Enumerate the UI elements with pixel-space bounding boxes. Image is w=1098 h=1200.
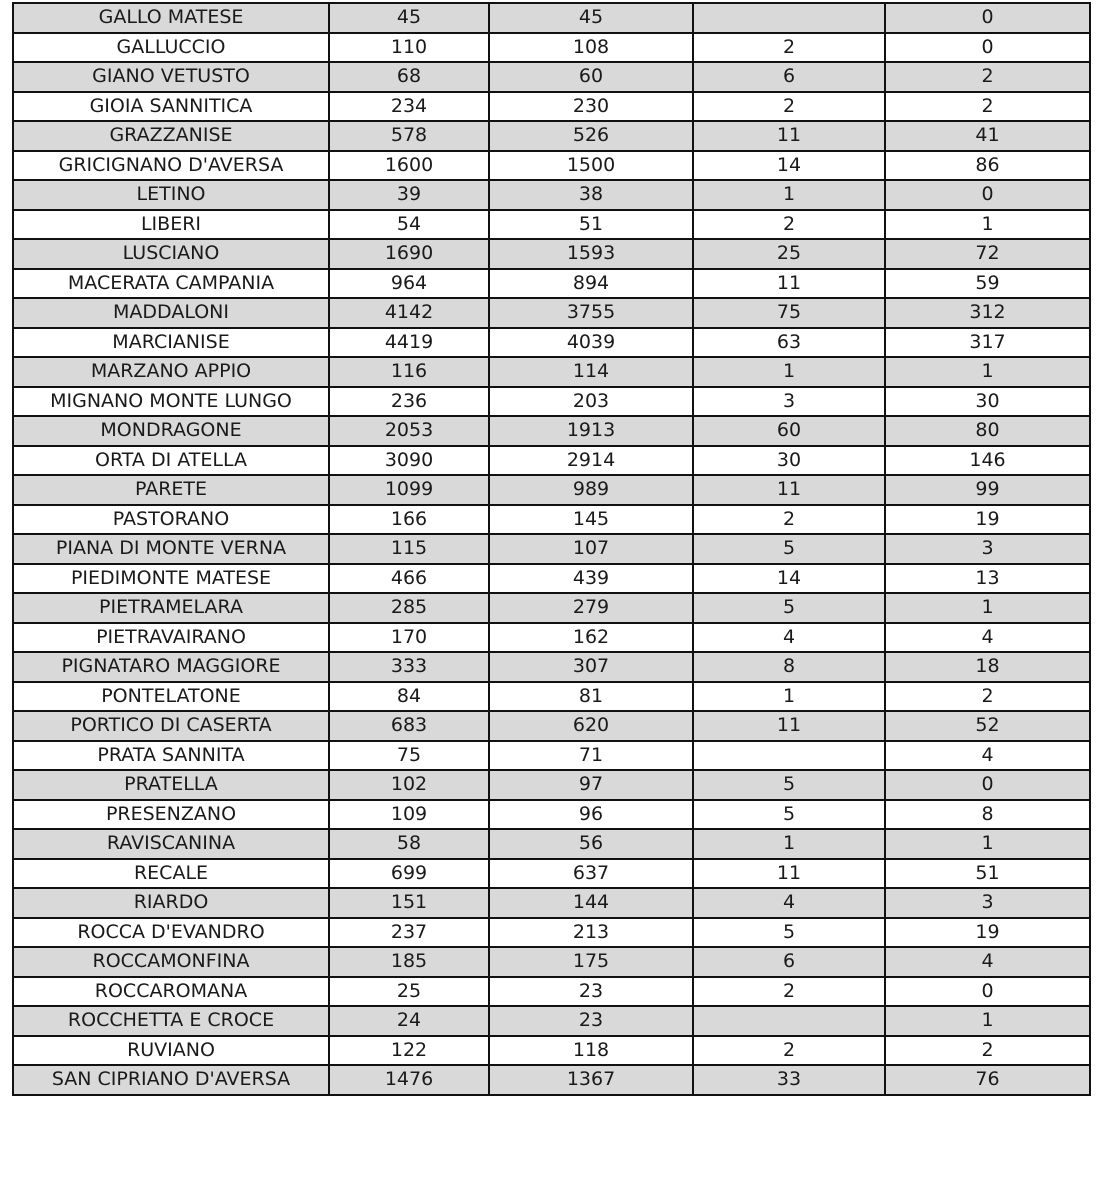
value-col-1-cell: 115 — [329, 534, 489, 564]
table-row — [13, 1036, 1090, 1066]
value-col-4-cell: 2 — [885, 682, 1090, 712]
municipality-name-cell: PORTICO DI CASERTA — [13, 711, 329, 741]
value-col-4-cell: 52 — [885, 711, 1090, 741]
value-col-2-cell: 38 — [489, 180, 693, 210]
value-col-4-cell: 0 — [885, 33, 1090, 63]
value-col-4-cell: 51 — [885, 859, 1090, 889]
value-col-3-cell: 2 — [693, 977, 885, 1007]
value-col-4-cell: 59 — [885, 269, 1090, 299]
value-col-1-cell: 109 — [329, 800, 489, 830]
value-col-1-cell: 466 — [329, 564, 489, 594]
value-col-1-cell: 237 — [329, 918, 489, 948]
value-col-2-cell: 439 — [489, 564, 693, 594]
value-col-2-cell: 23 — [489, 1006, 693, 1036]
value-col-2-cell: 4039 — [489, 328, 693, 358]
municipality-name-cell: RUVIANO — [13, 1036, 329, 1066]
municipality-name-cell: PIETRAMELARA — [13, 593, 329, 623]
table-row — [13, 446, 1090, 476]
table-row — [13, 918, 1090, 948]
value-col-4-cell: 146 — [885, 446, 1090, 476]
municipality-name-cell: LUSCIANO — [13, 239, 329, 269]
municipality-data-table — [12, 2, 1091, 1096]
value-col-3-cell: 2 — [693, 92, 885, 122]
municipality-name-cell: ROCCAMONFINA — [13, 947, 329, 977]
value-col-2-cell: 108 — [489, 33, 693, 63]
value-col-4-cell: 19 — [885, 918, 1090, 948]
table-row — [13, 62, 1090, 92]
table-row — [13, 328, 1090, 358]
value-col-1-cell: 54 — [329, 210, 489, 240]
municipality-name-cell: MACERATA CAMPANIA — [13, 269, 329, 299]
value-col-3-cell — [693, 3, 885, 33]
value-col-3-cell: 11 — [693, 121, 885, 151]
table-row — [13, 210, 1090, 240]
value-col-1-cell: 964 — [329, 269, 489, 299]
value-col-4-cell: 1 — [885, 1006, 1090, 1036]
municipality-name-cell: GIANO VETUSTO — [13, 62, 329, 92]
value-col-4-cell: 72 — [885, 239, 1090, 269]
value-col-1-cell: 84 — [329, 682, 489, 712]
value-col-4-cell: 3 — [885, 534, 1090, 564]
value-col-3-cell: 5 — [693, 770, 885, 800]
value-col-4-cell: 1 — [885, 829, 1090, 859]
value-col-1-cell: 1690 — [329, 239, 489, 269]
value-col-2-cell: 3755 — [489, 298, 693, 328]
table-row — [13, 623, 1090, 653]
table-row — [13, 1065, 1090, 1095]
value-col-3-cell: 5 — [693, 800, 885, 830]
value-col-4-cell: 312 — [885, 298, 1090, 328]
value-col-3-cell: 8 — [693, 652, 885, 682]
value-col-2-cell: 107 — [489, 534, 693, 564]
value-col-4-cell: 80 — [885, 416, 1090, 446]
value-col-3-cell: 14 — [693, 151, 885, 181]
value-col-4-cell: 2 — [885, 92, 1090, 122]
value-col-4-cell: 76 — [885, 1065, 1090, 1095]
value-col-2-cell: 145 — [489, 505, 693, 535]
municipality-name-cell: SAN CIPRIANO D'AVERSA — [13, 1065, 329, 1095]
table-row — [13, 505, 1090, 535]
value-col-4-cell: 1 — [885, 210, 1090, 240]
value-col-4-cell: 4 — [885, 741, 1090, 771]
table-row — [13, 269, 1090, 299]
value-col-2-cell: 307 — [489, 652, 693, 682]
table-row — [13, 387, 1090, 417]
value-col-1-cell: 45 — [329, 3, 489, 33]
value-col-3-cell: 2 — [693, 33, 885, 63]
value-col-3-cell: 5 — [693, 918, 885, 948]
municipality-name-cell: ROCCA D'EVANDRO — [13, 918, 329, 948]
table-row — [13, 33, 1090, 63]
value-col-3-cell: 4 — [693, 888, 885, 918]
value-col-2-cell: 279 — [489, 593, 693, 623]
value-col-2-cell: 23 — [489, 977, 693, 1007]
value-col-3-cell: 33 — [693, 1065, 885, 1095]
value-col-1-cell: 4419 — [329, 328, 489, 358]
table-row — [13, 92, 1090, 122]
municipality-name-cell: PARETE — [13, 475, 329, 505]
value-col-3-cell — [693, 1006, 885, 1036]
table-row — [13, 475, 1090, 505]
value-col-1-cell: 151 — [329, 888, 489, 918]
value-col-1-cell: 102 — [329, 770, 489, 800]
value-col-2-cell: 620 — [489, 711, 693, 741]
value-col-1-cell: 285 — [329, 593, 489, 623]
municipality-name-cell: PIETRAVAIRANO — [13, 623, 329, 653]
table-row — [13, 977, 1090, 1007]
value-col-1-cell: 1099 — [329, 475, 489, 505]
value-col-1-cell: 1476 — [329, 1065, 489, 1095]
value-col-1-cell: 58 — [329, 829, 489, 859]
value-col-1-cell: 110 — [329, 33, 489, 63]
municipality-name-cell: PRESENZANO — [13, 800, 329, 830]
value-col-2-cell: 60 — [489, 62, 693, 92]
value-col-3-cell: 11 — [693, 475, 885, 505]
value-col-4-cell: 0 — [885, 3, 1090, 33]
value-col-2-cell: 1500 — [489, 151, 693, 181]
table-row — [13, 800, 1090, 830]
municipality-name-cell: MARZANO APPIO — [13, 357, 329, 387]
municipality-name-cell: GRAZZANISE — [13, 121, 329, 151]
value-col-1-cell: 24 — [329, 1006, 489, 1036]
municipality-name-cell: LETINO — [13, 180, 329, 210]
municipality-name-cell: MIGNANO MONTE LUNGO — [13, 387, 329, 417]
municipality-name-cell: PASTORANO — [13, 505, 329, 535]
value-col-3-cell: 2 — [693, 505, 885, 535]
table-row — [13, 180, 1090, 210]
value-col-1-cell: 166 — [329, 505, 489, 535]
value-col-2-cell: 213 — [489, 918, 693, 948]
value-col-2-cell: 114 — [489, 357, 693, 387]
table-row — [13, 151, 1090, 181]
table-row — [13, 298, 1090, 328]
value-col-4-cell: 86 — [885, 151, 1090, 181]
value-col-3-cell: 2 — [693, 1036, 885, 1066]
municipality-name-cell: ROCCAROMANA — [13, 977, 329, 1007]
municipality-name-cell: RECALE — [13, 859, 329, 889]
table-row — [13, 741, 1090, 771]
municipality-name-cell: PONTELATONE — [13, 682, 329, 712]
value-col-2-cell: 45 — [489, 3, 693, 33]
table-row — [13, 770, 1090, 800]
value-col-2-cell: 989 — [489, 475, 693, 505]
value-col-1-cell: 25 — [329, 977, 489, 1007]
table-body — [13, 3, 1090, 1095]
municipality-name-cell: PRATA SANNITA — [13, 741, 329, 771]
value-col-4-cell: 4 — [885, 947, 1090, 977]
value-col-1-cell: 116 — [329, 357, 489, 387]
value-col-2-cell: 2914 — [489, 446, 693, 476]
table-row — [13, 859, 1090, 889]
municipality-name-cell: RIARDO — [13, 888, 329, 918]
municipality-name-cell: PIANA DI MONTE VERNA — [13, 534, 329, 564]
municipality-name-cell: MONDRAGONE — [13, 416, 329, 446]
value-col-1-cell: 1600 — [329, 151, 489, 181]
table-row — [13, 3, 1090, 33]
municipality-name-cell: MARCIANISE — [13, 328, 329, 358]
table-row — [13, 121, 1090, 151]
value-col-2-cell: 1913 — [489, 416, 693, 446]
value-col-3-cell: 1 — [693, 180, 885, 210]
value-col-4-cell: 4 — [885, 623, 1090, 653]
value-col-3-cell: 30 — [693, 446, 885, 476]
value-col-2-cell: 894 — [489, 269, 693, 299]
value-col-1-cell: 2053 — [329, 416, 489, 446]
value-col-3-cell: 11 — [693, 711, 885, 741]
table-row — [13, 1006, 1090, 1036]
value-col-1-cell: 185 — [329, 947, 489, 977]
municipality-name-cell: PIGNATARO MAGGIORE — [13, 652, 329, 682]
value-col-4-cell: 317 — [885, 328, 1090, 358]
value-col-3-cell: 11 — [693, 269, 885, 299]
municipality-name-cell: RAVISCANINA — [13, 829, 329, 859]
value-col-2-cell: 96 — [489, 800, 693, 830]
value-col-3-cell: 1 — [693, 357, 885, 387]
value-col-2-cell: 118 — [489, 1036, 693, 1066]
municipality-name-cell: LIBERI — [13, 210, 329, 240]
value-col-3-cell: 60 — [693, 416, 885, 446]
table-row — [13, 682, 1090, 712]
value-col-2-cell: 1593 — [489, 239, 693, 269]
value-col-1-cell: 699 — [329, 859, 489, 889]
municipality-name-cell: GALLUCCIO — [13, 33, 329, 63]
value-col-4-cell: 2 — [885, 1036, 1090, 1066]
value-col-3-cell — [693, 741, 885, 771]
value-col-2-cell: 526 — [489, 121, 693, 151]
value-col-4-cell: 8 — [885, 800, 1090, 830]
table-row — [13, 357, 1090, 387]
value-col-4-cell: 3 — [885, 888, 1090, 918]
value-col-4-cell: 0 — [885, 770, 1090, 800]
value-col-3-cell: 11 — [693, 859, 885, 889]
table-row — [13, 711, 1090, 741]
value-col-3-cell: 6 — [693, 62, 885, 92]
value-col-3-cell: 5 — [693, 593, 885, 623]
value-col-2-cell: 51 — [489, 210, 693, 240]
value-col-4-cell: 1 — [885, 593, 1090, 623]
value-col-2-cell: 81 — [489, 682, 693, 712]
value-col-4-cell: 2 — [885, 62, 1090, 92]
table-row — [13, 652, 1090, 682]
value-col-4-cell: 13 — [885, 564, 1090, 594]
table-row — [13, 239, 1090, 269]
value-col-1-cell: 234 — [329, 92, 489, 122]
value-col-1-cell: 236 — [329, 387, 489, 417]
value-col-2-cell: 144 — [489, 888, 693, 918]
value-col-4-cell: 1 — [885, 357, 1090, 387]
municipality-name-cell: PIEDIMONTE MATESE — [13, 564, 329, 594]
value-col-1-cell: 578 — [329, 121, 489, 151]
table-row — [13, 593, 1090, 623]
value-col-1-cell: 75 — [329, 741, 489, 771]
value-col-2-cell: 230 — [489, 92, 693, 122]
value-col-1-cell: 683 — [329, 711, 489, 741]
table-row — [13, 534, 1090, 564]
municipality-name-cell: ORTA DI ATELLA — [13, 446, 329, 476]
value-col-3-cell: 5 — [693, 534, 885, 564]
value-col-3-cell: 1 — [693, 682, 885, 712]
value-col-3-cell: 1 — [693, 829, 885, 859]
municipality-name-cell: GRICIGNANO D'AVERSA — [13, 151, 329, 181]
value-col-4-cell: 0 — [885, 977, 1090, 1007]
table-row — [13, 888, 1090, 918]
value-col-4-cell: 19 — [885, 505, 1090, 535]
value-col-3-cell: 14 — [693, 564, 885, 594]
value-col-3-cell: 6 — [693, 947, 885, 977]
municipality-name-cell: GIOIA SANNITICA — [13, 92, 329, 122]
table-row — [13, 829, 1090, 859]
value-col-3-cell: 4 — [693, 623, 885, 653]
municipality-name-cell: GALLO MATESE — [13, 3, 329, 33]
municipality-name-cell: MADDALONI — [13, 298, 329, 328]
value-col-2-cell: 56 — [489, 829, 693, 859]
value-col-4-cell: 18 — [885, 652, 1090, 682]
value-col-2-cell: 162 — [489, 623, 693, 653]
value-col-3-cell: 3 — [693, 387, 885, 417]
municipality-name-cell: ROCCHETTA E CROCE — [13, 1006, 329, 1036]
table-row — [13, 564, 1090, 594]
value-col-1-cell: 3090 — [329, 446, 489, 476]
value-col-3-cell: 25 — [693, 239, 885, 269]
value-col-3-cell: 2 — [693, 210, 885, 240]
value-col-1-cell: 39 — [329, 180, 489, 210]
value-col-4-cell: 41 — [885, 121, 1090, 151]
value-col-1-cell: 68 — [329, 62, 489, 92]
value-col-2-cell: 97 — [489, 770, 693, 800]
value-col-2-cell: 203 — [489, 387, 693, 417]
value-col-2-cell: 71 — [489, 741, 693, 771]
municipality-name-cell: PRATELLA — [13, 770, 329, 800]
value-col-4-cell: 30 — [885, 387, 1090, 417]
value-col-3-cell: 75 — [693, 298, 885, 328]
value-col-4-cell: 99 — [885, 475, 1090, 505]
value-col-1-cell: 170 — [329, 623, 489, 653]
value-col-2-cell: 1367 — [489, 1065, 693, 1095]
table-row — [13, 947, 1090, 977]
value-col-4-cell: 0 — [885, 180, 1090, 210]
value-col-1-cell: 4142 — [329, 298, 489, 328]
value-col-1-cell: 333 — [329, 652, 489, 682]
value-col-2-cell: 175 — [489, 947, 693, 977]
value-col-1-cell: 122 — [329, 1036, 489, 1066]
table-row — [13, 416, 1090, 446]
value-col-2-cell: 637 — [489, 859, 693, 889]
value-col-3-cell: 63 — [693, 328, 885, 358]
